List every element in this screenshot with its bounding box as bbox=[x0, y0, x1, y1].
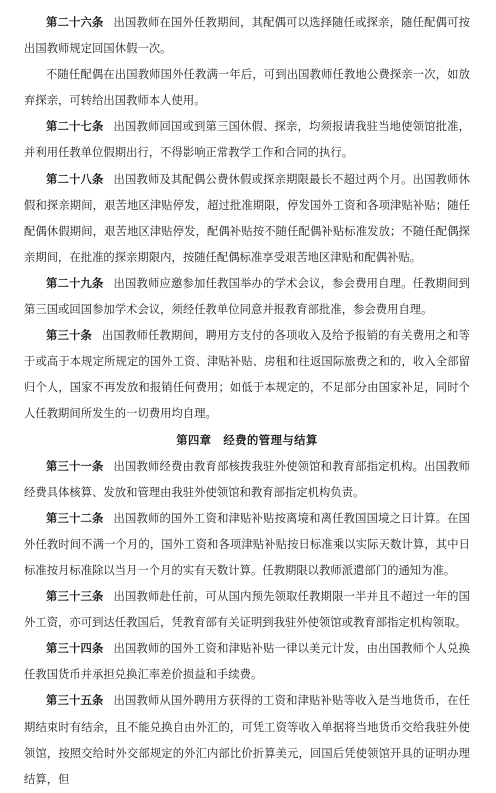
article-paragraph bbox=[24, 506, 470, 584]
article-number: 第二十九条 bbox=[46, 276, 104, 290]
article-text: 出国教师应邀参加任教国举办的学术会议，参会费用自理。任教期间到第三国或回国参加学术会议，须经任教单位同意并报教育部批准，参会费用自理。 bbox=[24, 276, 470, 317]
article-text: 出国教师赴任前，可从国内预先领取任教期限一半并且不超过一年的国外工资，亦可到达任教国后，凭教育部有关证明到我驻外使领馆或教育部指定机构领取。 bbox=[24, 590, 470, 630]
article-text: 出国教师从国外聘用方获得的工资和津贴补贴等收入是当地货币，在任期结束时有结余，且不能兑换自由外汇的，可凭工资等收入单据将当地货币交给我驻外使领馆，按照交给时外交部规定的外汇内部比价折算美元，回国后凭使领馆开具的证明办理结算，但 bbox=[24, 694, 470, 786]
article-number: 第二十七条 bbox=[46, 120, 104, 134]
article-text: 出国教师在国外任教期间，其配偶可以选择随任或探亲，随任配偶可按出国教师规定回国休假一次。 bbox=[24, 16, 470, 56]
article-number: 第三十四条 bbox=[46, 642, 104, 656]
article-paragraph bbox=[24, 167, 470, 271]
article-number: 第二十八条 bbox=[46, 172, 104, 186]
article-paragraph bbox=[24, 636, 470, 688]
article-number: 第三十条 bbox=[46, 329, 93, 343]
article-paragraph bbox=[24, 584, 470, 636]
article-text: 出国教师及其配偶公费休假或探亲期限最长不超过两个月。出国教师休假和探亲期间，艰苦地区津贴停发，超过批准期限，停发国外工资和各项津贴补贴；随任配偶休假期间，艰苦地区津贴停发，配偶补贴按不随任配偶补贴标准发放；不随任配偶探亲期间，在批准的探亲期限内，按随任配偶标准享受艰苦地区津贴和配偶补贴。 bbox=[24, 172, 470, 264]
chapter-title: 第四章 经费的管理与结算 bbox=[176, 433, 318, 447]
article-number: 第三十一条 bbox=[46, 459, 104, 473]
article-paragraph bbox=[24, 688, 470, 792]
article-number: 第二十六条 bbox=[46, 16, 104, 29]
article-paragraph bbox=[24, 10, 470, 62]
article-number: 第三十五条 bbox=[46, 694, 104, 708]
section-chapter-3-tail bbox=[24, 10, 470, 428]
article-text: 出国教师经费由教育部核拨我驻外使领馆和教育部指定机构。出国教师经费具体核算、发放和管理由我驻外使领馆和教育部指定机构负责。 bbox=[24, 459, 470, 499]
article-text: 不随任配偶在出国教师国外任教满一年后，可到出国教师任教地公费探亲一次，如放弃探亲，可转给出国教师本人使用。 bbox=[24, 68, 470, 108]
article-text: 出国教师任教期间，聘用方支付的各项收入及给予报销的有关费用之和等于或高于本规定所规定的国外工资、津贴补贴、房租和往返国际旅费之和的，收入全部留归个人，国家不再发放和报销任何费用；如低于本规定的，不足部分由国家补足，同时个人任教期间所发生的一切费用均自理。 bbox=[24, 329, 471, 421]
article-paragraph bbox=[24, 62, 470, 114]
article-paragraph bbox=[24, 114, 470, 166]
article-text: 出国教师的国外工资和津贴补贴一律以美元计发，由出国教师个人兑换任教国货币并承担兑换汇率差价损益和手续费。 bbox=[24, 642, 470, 682]
article-number: 第三十三条 bbox=[46, 590, 104, 604]
article-number: 第三十二条 bbox=[46, 511, 104, 525]
article-paragraph bbox=[24, 323, 470, 427]
article-text: 出国教师回国或到第三国休假、探亲，均须报请我驻当地使领馆批准，并利用任教单位假期出行，不得影响正常教学工作和合同的执行。 bbox=[24, 120, 470, 160]
article-paragraph bbox=[24, 271, 470, 323]
section-chapter-4 bbox=[24, 454, 470, 793]
article-text: 出国教师的国外工资和津贴补贴按离境和离任教国国境之日计算。在国外任教时间不满一个月的，国外工资和各项津贴补贴按日标准乘以实际天数计算，其中日标准按月标准除以当月一个月的实有天数计算。任教期限以教师派遣部门的通知为准。 bbox=[24, 511, 470, 577]
article-paragraph bbox=[24, 454, 470, 506]
